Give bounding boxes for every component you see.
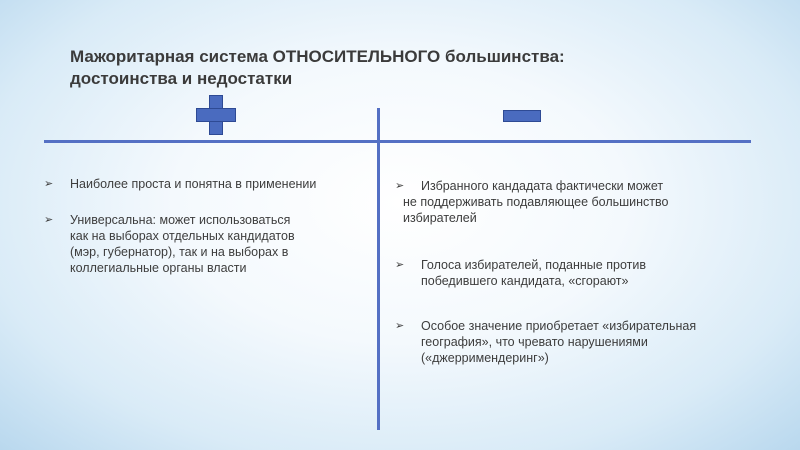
slide-title [70, 46, 710, 90]
arrow-bullet-icon: ➢ [395, 180, 405, 192]
plus-icon [196, 95, 236, 135]
list-item: ➢ Избранного кандадата фактически может не поддерживать подавляющее большинство избирателей [395, 179, 669, 225]
list-item: ➢ Наиболее проста и понятна в применении [44, 177, 317, 191]
list-item: ➢ Универсальна: может использоваться как на выборах отдельных кандидатов (мэр, губернатор), так и на выборах в коллегиальные органы власти [44, 213, 295, 275]
title-line-2: достоинства и недостатки [70, 69, 293, 88]
horizontal-divider [44, 140, 751, 143]
list-item: ➢ Особое значение приобретает «избирательная география», что чревато нарушениями («джерримендеринг») [395, 319, 697, 365]
title-line-1: Мажоритарная система ОТНОСИТЕЛЬНОГО большинства: [70, 47, 565, 66]
arrow-bullet-icon: ➢ [44, 178, 54, 190]
advantages-list [44, 176, 369, 276]
minus-icon [503, 110, 541, 122]
disadvantages-list [395, 178, 765, 366]
list-item: ➢ Голоса избирателей, поданные против победившего кандидата, «сгорают» [395, 258, 646, 288]
arrow-bullet-icon: ➢ [395, 320, 405, 332]
arrow-bullet-icon: ➢ [44, 214, 54, 226]
vertical-divider [377, 108, 380, 430]
arrow-bullet-icon: ➢ [395, 259, 405, 271]
